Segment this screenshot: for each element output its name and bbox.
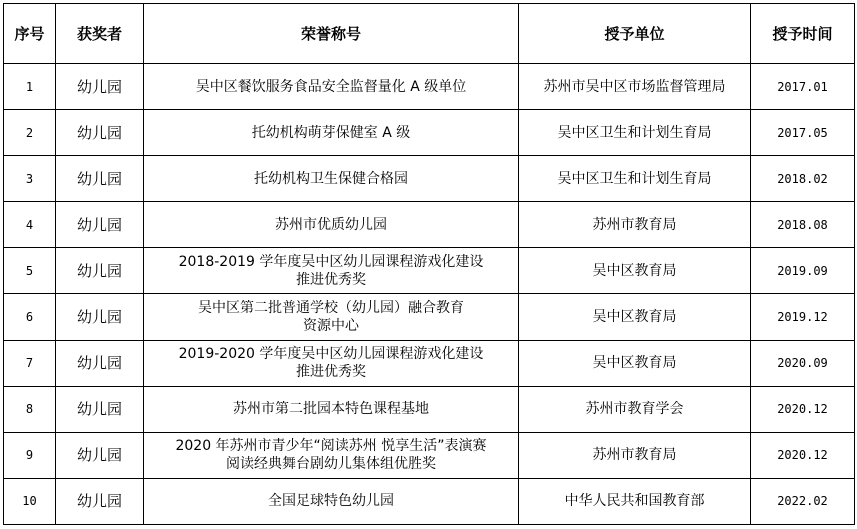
row-number: 2 [4,110,56,156]
header-row [4,4,855,64]
honor-line: 2018-2019 学年度吴中区幼儿园课程游戏化建设 [178,253,484,270]
award-date: 2020.12 [751,432,855,478]
header-issuing-unit: 授予单位 [519,4,751,64]
honor-line: 托幼机构卫生保健合格园 [254,170,408,187]
issuing-unit: 苏州市教育局 [519,202,751,248]
honor-title [144,386,519,432]
award-date: 2020.12 [751,386,855,432]
honor-line: 吴中区第二批普通学校（幼儿园）融合教育 [198,300,464,317]
award-date: 2020.09 [751,340,855,386]
issuing-unit: 吴中区卫生和计划生育局 [519,156,751,202]
honor-line: 推进优秀奖 [296,271,366,288]
issuing-unit: 吴中区教育局 [519,248,751,294]
issuing-unit: 苏州市教育学会 [519,386,751,432]
table-row [4,386,855,432]
issuing-unit: 吴中区教育局 [519,340,751,386]
issuing-unit: 吴中区卫生和计划生育局 [519,110,751,156]
award-date: 2019.12 [751,294,855,340]
issuing-unit: 中华人民共和国教育部 [519,478,751,524]
award-date: 2018.08 [751,202,855,248]
honor-line: 2020 年苏州市青少年“阅读苏州 悦享生活”表演赛 [175,438,487,455]
row-number: 7 [4,340,56,386]
awardee: 幼儿园 [56,248,144,294]
honor-title [144,110,519,156]
table-row [4,156,855,202]
row-number: 5 [4,248,56,294]
honor-line: 苏州市第二批园本特色课程基地 [233,401,429,418]
honor-line: 吴中区餐饮服务食品安全监督量化 A 级单位 [195,78,467,95]
award-date: 2019.09 [751,248,855,294]
award-date: 2022.02 [751,478,855,524]
row-number: 1 [4,64,56,110]
table-row [4,110,855,156]
awardee: 幼儿园 [56,340,144,386]
awardee: 幼儿园 [56,478,144,524]
table-body [4,64,855,525]
honor-line: 2019-2020 学年度吴中区幼儿园课程游戏化建设 [178,346,484,363]
table-row [4,340,855,386]
honor-title [144,478,519,524]
awardee: 幼儿园 [56,64,144,110]
awardee: 幼儿园 [56,294,144,340]
awardee: 幼儿园 [56,386,144,432]
issuing-unit: 苏州市吴中区市场监督管理局 [519,64,751,110]
award-date: 2017.01 [751,64,855,110]
awardee: 幼儿园 [56,110,144,156]
award-date: 2017.05 [751,110,855,156]
header-honor-title: 荣誉称号 [144,4,519,64]
table-row [4,432,855,478]
honor-title [144,432,519,478]
honor-line: 资源中心 [303,318,359,335]
honor-line: 苏州市优质幼儿园 [275,216,387,233]
honor-title [144,340,519,386]
awardee: 幼儿园 [56,202,144,248]
row-number: 10 [4,478,56,524]
honor-title [144,64,519,110]
table-row [4,478,855,524]
header-awardee: 获奖者 [56,4,144,64]
honor-line: 推进优秀奖 [296,364,366,381]
header-award-date: 授予时间 [751,4,855,64]
award-date: 2018.02 [751,156,855,202]
issuing-unit: 吴中区教育局 [519,294,751,340]
row-number: 6 [4,294,56,340]
awardee: 幼儿园 [56,432,144,478]
honor-line: 托幼机构萌芽保健室 A 级 [251,124,411,141]
honor-title [144,202,519,248]
awardee: 幼儿园 [56,156,144,202]
header-serial-number: 序号 [4,4,56,64]
honor-line: 阅读经典舞台剧幼儿集体组优胜奖 [226,456,436,473]
row-number: 8 [4,386,56,432]
honor-line: 全国足球特色幼儿园 [268,493,394,510]
table-row [4,64,855,110]
table-row [4,248,855,294]
table-row [4,294,855,340]
row-number: 3 [4,156,56,202]
row-number: 9 [4,432,56,478]
issuing-unit: 苏州市教育局 [519,432,751,478]
honor-title [144,248,519,294]
table-row [4,202,855,248]
honor-title [144,294,519,340]
table-header [4,4,855,64]
honor-title [144,156,519,202]
row-number: 4 [4,202,56,248]
honors-table [3,3,855,525]
